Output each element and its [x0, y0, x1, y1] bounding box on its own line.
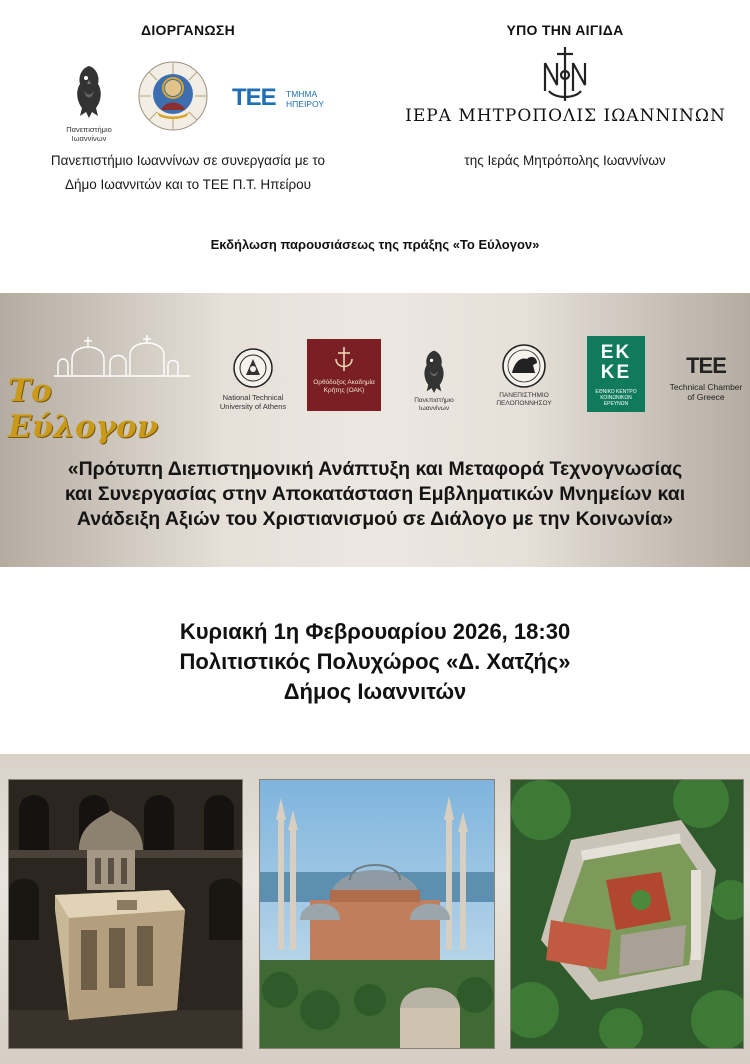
metropolis-monogram [537, 45, 593, 103]
university-ioannina-caption: Πανεπιστήμιο Ιωαννίνων [66, 125, 112, 143]
cross-emblem-icon [332, 345, 356, 373]
ntua-seal-icon [232, 347, 274, 389]
ekke-logo-bottom: ΚΕ [600, 362, 632, 383]
photo-holy-sepulchre [8, 779, 243, 1049]
project-logo-text: Το Εύλογον [8, 373, 159, 445]
ntua-caption: National Technical University of Athens [219, 393, 287, 411]
auspices-heading: ΥΠΟ ΤΗΝ ΑΙΓΙΔΑ [506, 22, 624, 38]
owl-icon [412, 345, 456, 397]
auspices-line: της Ιεράς Μητρόπολης Ιωαννίνων [464, 153, 666, 168]
owl-icon [62, 62, 116, 120]
tee-epirus-logo [232, 86, 332, 114]
oak-logo [307, 339, 381, 411]
oak-caption: Ορθόδοξος Ακαδημία Κρήτης (ΟΑΚ) [313, 379, 375, 394]
uop-caption: ΠΑΝΕΠΙΣΤΗΜΙΟ ΠΕΛΟΠΟΝΝΗΣΟΥ [496, 392, 552, 407]
ekke-logo [587, 336, 645, 412]
event-date-time: Κυριακή 1η Φεβρουαρίου 2026, 18:30 [179, 619, 571, 644]
university-ioannina-logo [62, 62, 116, 143]
band-title-line-1: «Πρότυπη Διεπιστημονική Ανάπτυξη και Μεταφορά Τεχνογνωσίας [67, 458, 683, 480]
tee-epirus-logo-subtitle: ΤΜΗΜΑ ΗΠΕΙΡΟΥ [286, 89, 324, 109]
presentation-line: Εκδήλωση παρουσιάσεως της πράξης «Το Εύλογον» [210, 237, 540, 252]
band-title-line-2: και Συνεργασίας στην Αποκατάσταση Εμβληματικών Μνημείων και [64, 483, 686, 505]
uop-seal-icon [501, 343, 547, 389]
project-band [0, 293, 750, 567]
organizer-line-1: Πανεπιστήμιο Ιωαννίνων σε συνεργασία με το [50, 153, 326, 168]
organizer-line-2: Δήμο Ιωαννιτών και το ΤΕΕ Π.Τ. Ηπείρου [64, 177, 312, 192]
tee-epirus-logo-text: ΤΕΕ [232, 84, 276, 111]
photo-monastery-aerial [510, 779, 744, 1049]
event-venue: Πολιτιστικός Πολυχώρος «Δ. Χατζής» [179, 649, 571, 674]
uoi-partner-logo [408, 345, 460, 413]
ekke-caption: ΕΘΝΙΚΟ ΚΕΝΤΡΟ ΚΟΙΝΩΝΙΚΩΝ ΕΡΕΥΝΩΝ [595, 389, 637, 407]
tee-partner-caption: Technical Chamber of Greece [669, 382, 743, 402]
uop-logo [487, 343, 561, 408]
event-municipality: Δήμος Ιωαννιτών [283, 679, 467, 704]
photo-hagia-sophia [259, 779, 495, 1049]
ekke-logo-top: ΕΚ [600, 342, 632, 363]
ntua-logo [214, 347, 292, 411]
organization-heading: ΔΙΟΡΓΑΝΩΣΗ [140, 22, 236, 38]
band-title-line-3: Ανάδειξη Αξιών του Χριστιανισμού σε Διάλογο με την Κοινωνία» [76, 508, 674, 530]
metropolis-logo-text: ΙΕΡΑ ΜΗΤΡΟΠΟΛΙΣ ΙΩΑΝΝΙΝΩΝ [405, 106, 726, 126]
uoi-partner-caption: Πανεπιστήμιο Ιωαννίνων [414, 397, 454, 412]
project-logo [8, 335, 208, 445]
tee-partner-logo-text: ΤΕΕ [686, 353, 726, 378]
tee-partner-logo [666, 355, 746, 402]
photo-strip [0, 754, 750, 1064]
municipality-ioannina-seal [137, 60, 209, 132]
